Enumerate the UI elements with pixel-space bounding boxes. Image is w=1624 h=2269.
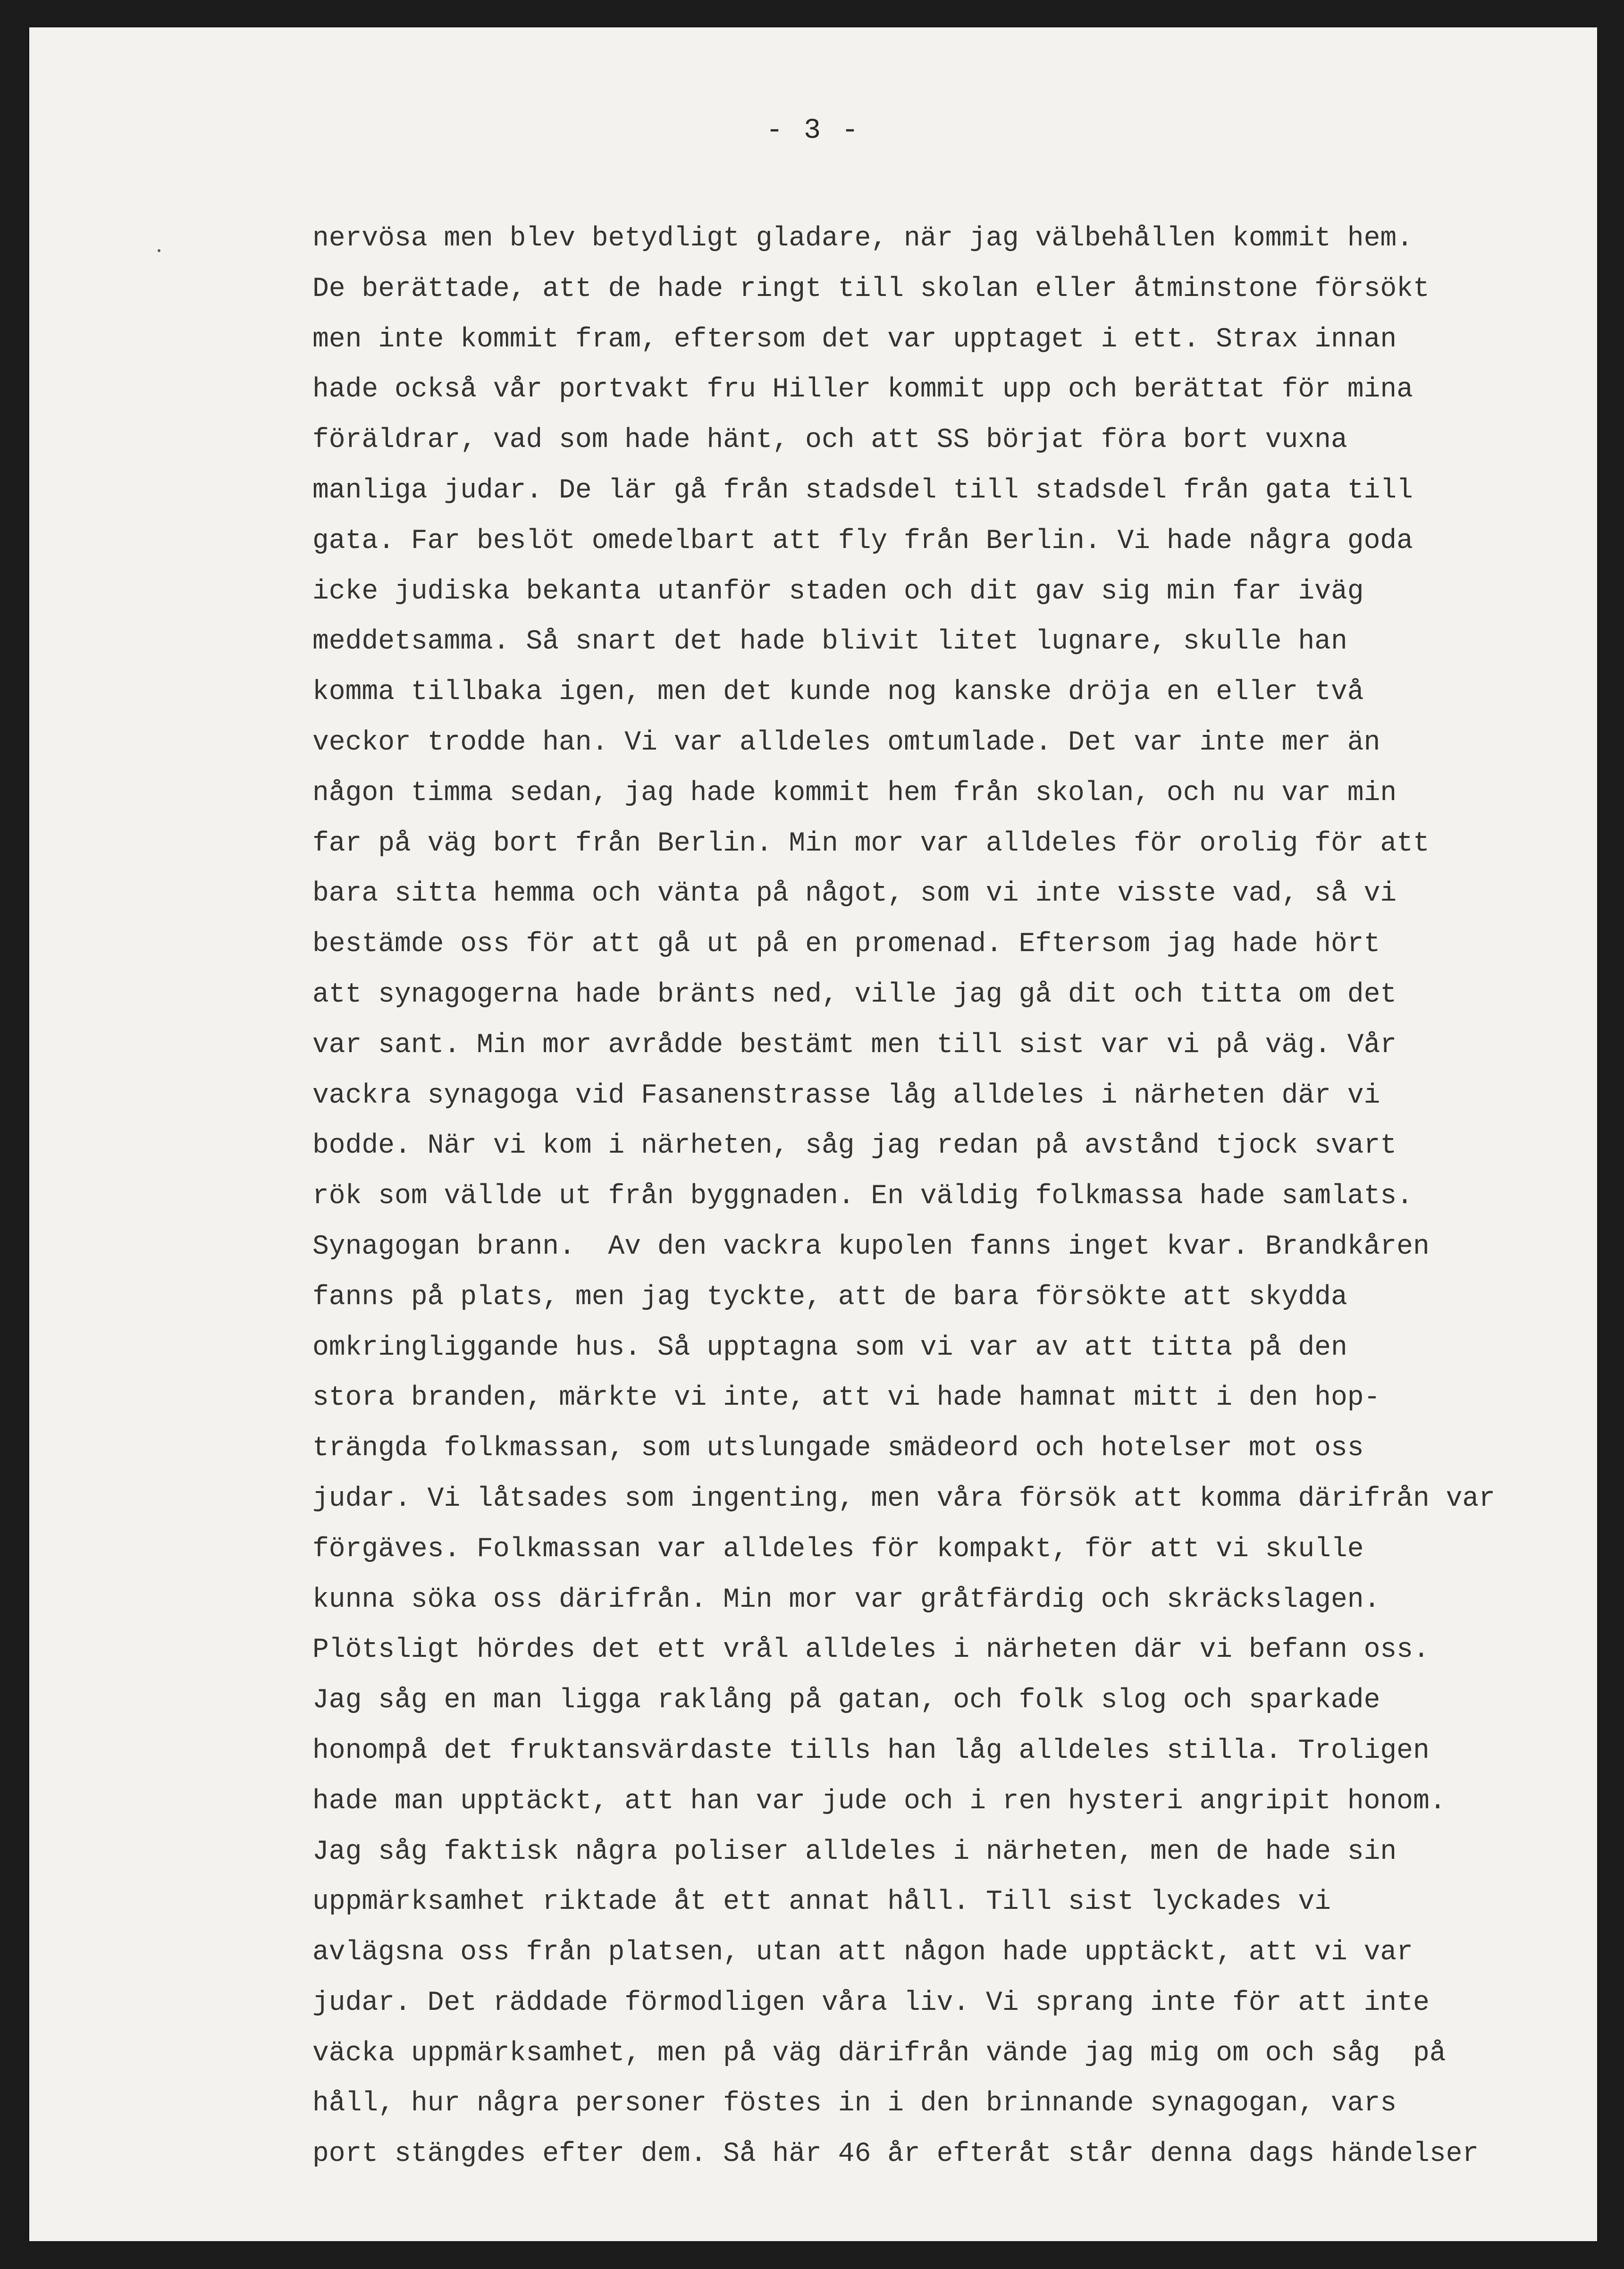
text-line: veckor trodde han. Vi var alldeles omtumlade. Det var inte mer än [312,727,1380,758]
text-line: De berättade, att de hade ringt till skolan eller åtminstone försökt [312,273,1430,304]
text-line: meddetsamma. Så snart det hade blivit litet lugnare, skulle han [312,626,1347,658]
text-line: stora branden, märkte vi inte, att vi hade hamnat mitt i den hop- [312,1383,1380,1414]
text-line: hade också vår portvakt fru Hiller kommit upp och berättat för mina [312,374,1413,405]
text-line: Jag såg faktisk några poliser alldeles i närheten, men de hade sin [312,1836,1397,1867]
text-line: bestämde oss för att gå ut på en promenad. Eftersom jag hade hört [312,929,1380,960]
text-line: bara sitta hemma och vänta på något, som vi inte visste vad, så vi [312,878,1397,910]
text-line: icke judiska bekanta utanför staden och dit gav sig min far iväg [312,576,1364,607]
text-line: far på väg bort från Berlin. Min mor var alldeles för orolig för att [312,828,1430,859]
text-line: förgäves. Folkmassan var alldeles för kompakt, för att vi skulle [312,1534,1364,1565]
text-line: port stängdes efter dem. Så här 46 år efteråt står denna dags händelser [312,2139,1479,2170]
text-line: trängda folkmassan, som utslungade smädeord och hotelser mot oss [312,1433,1364,1464]
document-page [29,27,1597,2241]
text-line: rök som vällde ut från byggnaden. En väldig folkmassa hade samlats. [312,1181,1413,1212]
paper-speck [158,249,160,252]
text-line: nervösa men blev betydligt gladare, när jag välbehållen kommit hem. [312,223,1413,254]
text-line: manliga judar. De lär gå från stadsdel till stadsdel från gata till [312,475,1413,506]
text-line: bodde. När vi kom i närheten, såg jag redan på avstånd tjock svart [312,1130,1397,1162]
text-line: väcka uppmärksamhet, men på väg därifrån vände jag mig om och såg på [312,2038,1446,2069]
text-line: judar. Det räddade förmodligen våra liv. Vi sprang inte för att inte [312,1987,1430,2018]
text-line: någon timma sedan, jag hade kommit hem från skolan, och nu var min [312,777,1397,809]
text-line: vackra synagoga vid Fasanenstrasse låg alldeles i närheten där vi [312,1080,1380,1111]
text-line: att synagogerna hade bränts ned, ville jag gå dit och titta om det [312,979,1397,1010]
text-line: avlägsna oss från platsen, utan att någon hade upptäckt, att vi var [312,1937,1413,1968]
text-line: fanns på plats, men jag tyckte, att de bara försökte att skydda [312,1282,1347,1313]
page-number: - 3 - [766,115,861,147]
text-line: honompå det fruktansvärdaste tills han låg alldeles stilla. Troligen [312,1735,1430,1766]
text-line: Plötsligt hördes det ett vrål alldeles i närheten där vi befann oss. [312,1635,1430,1666]
text-line: Synagogan brann. Av den vackra kupolen fanns inget kvar. Brandkåren [312,1231,1430,1262]
text-line: håll, hur några personer föstes in i den brinnande synagogan, vars [312,2088,1397,2119]
text-line: judar. Vi låtsades som ingenting, men våra försök att komma därifrån var [312,1483,1496,1514]
text-line: var sant. Min mor avrådde bestämt men till sist var vi på väg. Vår [312,1029,1397,1061]
text-line: komma tillbaka igen, men det kunde nog kanske dröja en eller två [312,677,1364,708]
text-line: gata. Far beslöt omedelbart att fly från Berlin. Vi hade några goda [312,525,1413,557]
text-line: uppmärksamhet riktade åt ett annat håll. Till sist lyckades vi [312,1887,1331,1918]
body-text [312,214,1587,2180]
text-line: föräldrar, vad som hade hänt, och att SS börjat föra bort vuxna [312,425,1347,456]
text-line: omkringliggande hus. Så upptagna som vi var av att titta på den [312,1332,1347,1363]
text-line: Jag såg en man ligga raklång på gatan, och folk slog och sparkade [312,1685,1380,1716]
text-line: men inte kommit fram, eftersom det var upptaget i ett. Strax innan [312,324,1397,355]
text-line: kunna söka oss därifrån. Min mor var gråtfärdig och skräckslagen. [312,1584,1380,1615]
text-line: hade man upptäckt, att han var jude och i ren hysteri angripit honom. [312,1786,1446,1817]
